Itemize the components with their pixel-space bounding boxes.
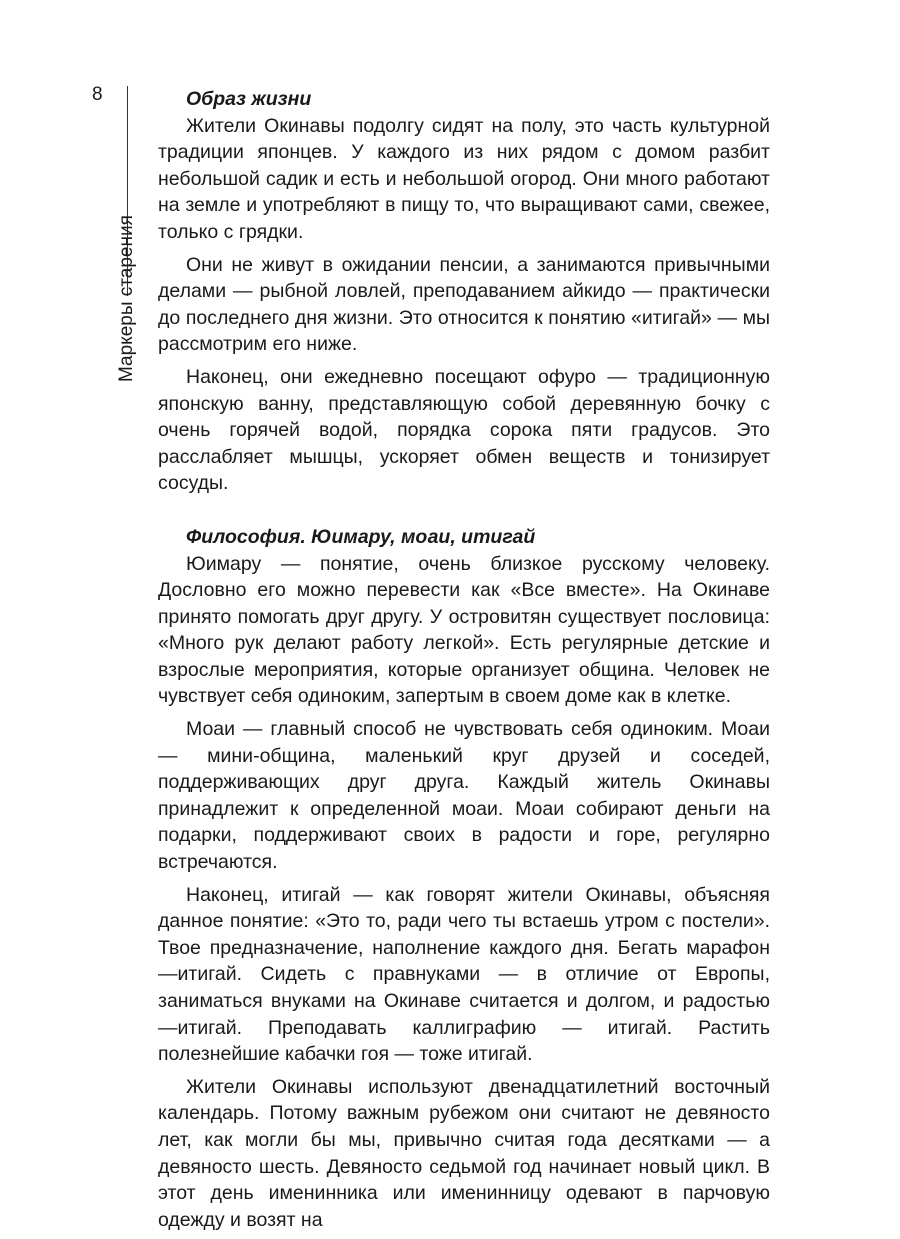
paragraph: Жители Окинавы подолгу сидят на полу, это часть культурной традиции японцев. У каждого из них рядом с домом разбит небольшой садик и есть и небольшой огород. Они много работают на земле и употребляют в пищу то, что выращивают сами, свежее, только с грядки.: [158, 114, 770, 243]
page-content: [158, 86, 770, 1239]
paragraph: Наконец, они ежедневно посещают офуро — традиционную японскую ванну, представляющую собой деревянную бочку с очень горячей водой, порядка сорока пяти градусов. Это расслабляет мышцы, ускоряет обмен веществ и тонизирует сосуды.: [158, 365, 770, 495]
section-heading: Образ жизни: [186, 88, 312, 110]
paragraph: Моаи — главный способ не чувствовать себя одиноким. Моаи — мини-община, маленький круг друзей и соседей, поддерживающих друг друга. Каждый житель Окинавы принадлежит к определенной моаи. Моаи собирают деньги на подарки, поддерживают своих в радости и горе, регулярно встречаются.: [158, 718, 770, 874]
paragraph: Они не живут в ожидании пенсии, а занимаются привычными делами — рыбной ловлей, преподаванием айкидо — практически до последнего дня жизни. Это относится к понятию «итигай» — мы рассмотрим его ниже.: [158, 253, 770, 356]
section-lifestyle: [158, 86, 770, 497]
section-philosophy: [158, 524, 770, 1233]
page-number: 8: [92, 84, 103, 105]
running-title: Маркеры старения: [116, 215, 137, 382]
paragraph: Юимару — понятие, очень близкое русскому человеку. Дословно его можно перевести как «Все вместе». На Окинаве принято помогать друг другу. У островитян существует пословица: «Много рук делают работу легкой». Есть регулярные детские и взрослые мероприятия, которые организует община. Человек не чувствует себя одиноким, запертым в своем доме как в клетке.: [158, 552, 770, 708]
paragraph: Жители Окинавы используют двенадцатилетний восточный календарь. Потому важным рубежом они считают не девяносто лет, как могли бы мы, привычно считая года десятками — а девяносто шесть. Девяносто седьмой год начинает новый цикл. В этот день именинника или именинницу одевают в парчовую одежду и возят на: [158, 1075, 770, 1231]
section-heading: Философия. Юимару, моаи, итигай: [186, 525, 536, 548]
paragraph: Наконец, итигай — как говорят жители Окинавы, объясняя данное понятие: «Это то, ради чего ты встаешь утром с постели». Твое предназначение, наполнение каждого дня. Бегать марафон —итигай. Сидеть с правнуками — в отличие от Европы, заниматься внуками на Окинаве считается и долгом, и радостью —итигай. Преподавать каллиграфию — итигай. Растить полезнейшие кабачки гоя — тоже итигай.: [158, 883, 770, 1066]
